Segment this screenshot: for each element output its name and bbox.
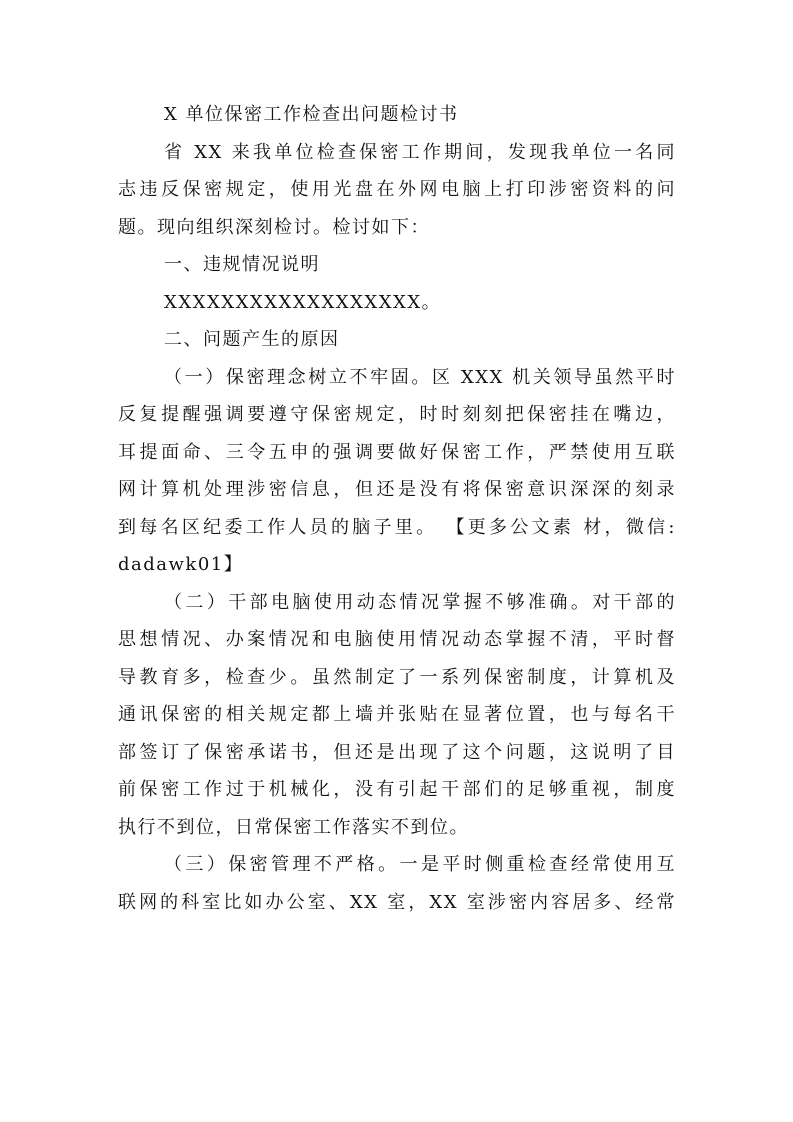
- text-line: 部签订了保密承诺书，但还是出现了这个问题，这说明了目: [118, 741, 676, 763]
- text-line: dadawk01】: [118, 554, 244, 575]
- text-line: 省 XX 来我单位检查保密工作期间，发现我单位一名同: [164, 141, 676, 163]
- text-line: 二、问题产生的原因: [164, 329, 340, 350]
- text-line: 执行不到位，日常保密工作落实不到位。: [118, 816, 469, 838]
- text-line: 联网的科室比如办公室、XX 室，XX 室涉密内容居多、经常: [118, 891, 676, 913]
- text-line: （二）干部电脑使用动态情况掌握不够准确。对干部的: [164, 591, 676, 613]
- text-line: 耳提面命、三令五申的强调要做好保密工作，严禁使用互联: [118, 441, 676, 463]
- paragraph-lines: [118, 134, 676, 922]
- text-line: 思想情况、办案情况和电脑使用情况动态掌握不清，平时督: [118, 629, 676, 650]
- text-line: 导教育多，检查少。虽然制定了一系列保密制度，计算机及: [118, 666, 676, 688]
- text-line: 反复提醒强调要遵守保密规定，时时刻刻把保密挂在嘴边，: [118, 404, 676, 425]
- document-title: X 单位保密工作检查出问题检讨书: [164, 104, 459, 125]
- text-line: 前保密工作过于机械化，没有引起干部们的足够重视，制度: [118, 779, 676, 800]
- text-line: （一）保密理念树立不牢固。区 XXX 机关领导虽然平时: [164, 366, 676, 388]
- text-line: 网计算机处理涉密信息，但还是没有将保密意识深深的刻录: [118, 479, 676, 500]
- text-line: 通讯保密的相关规定都上墙并张贴在显著位置，也与每名干: [118, 704, 676, 725]
- text-line: XXXXXXXXXXXXXXXXXX。: [164, 291, 442, 313]
- text-line: 题。现向组织深刻检讨。检讨如下：: [118, 216, 430, 238]
- text-line: 到每名区纪委工作人员的脑子里。 【更多公文素 材，微信:: [118, 516, 676, 538]
- text-line: 一、违规情况说明: [164, 254, 320, 275]
- text-line: （三）保密管理不严格。一是平时侧重检查经常使用互: [164, 854, 676, 875]
- document-body: [118, 96, 676, 921]
- text-line: 志违反保密规定，使用光盘在外网电脑上打印涉密资料的问: [118, 179, 676, 200]
